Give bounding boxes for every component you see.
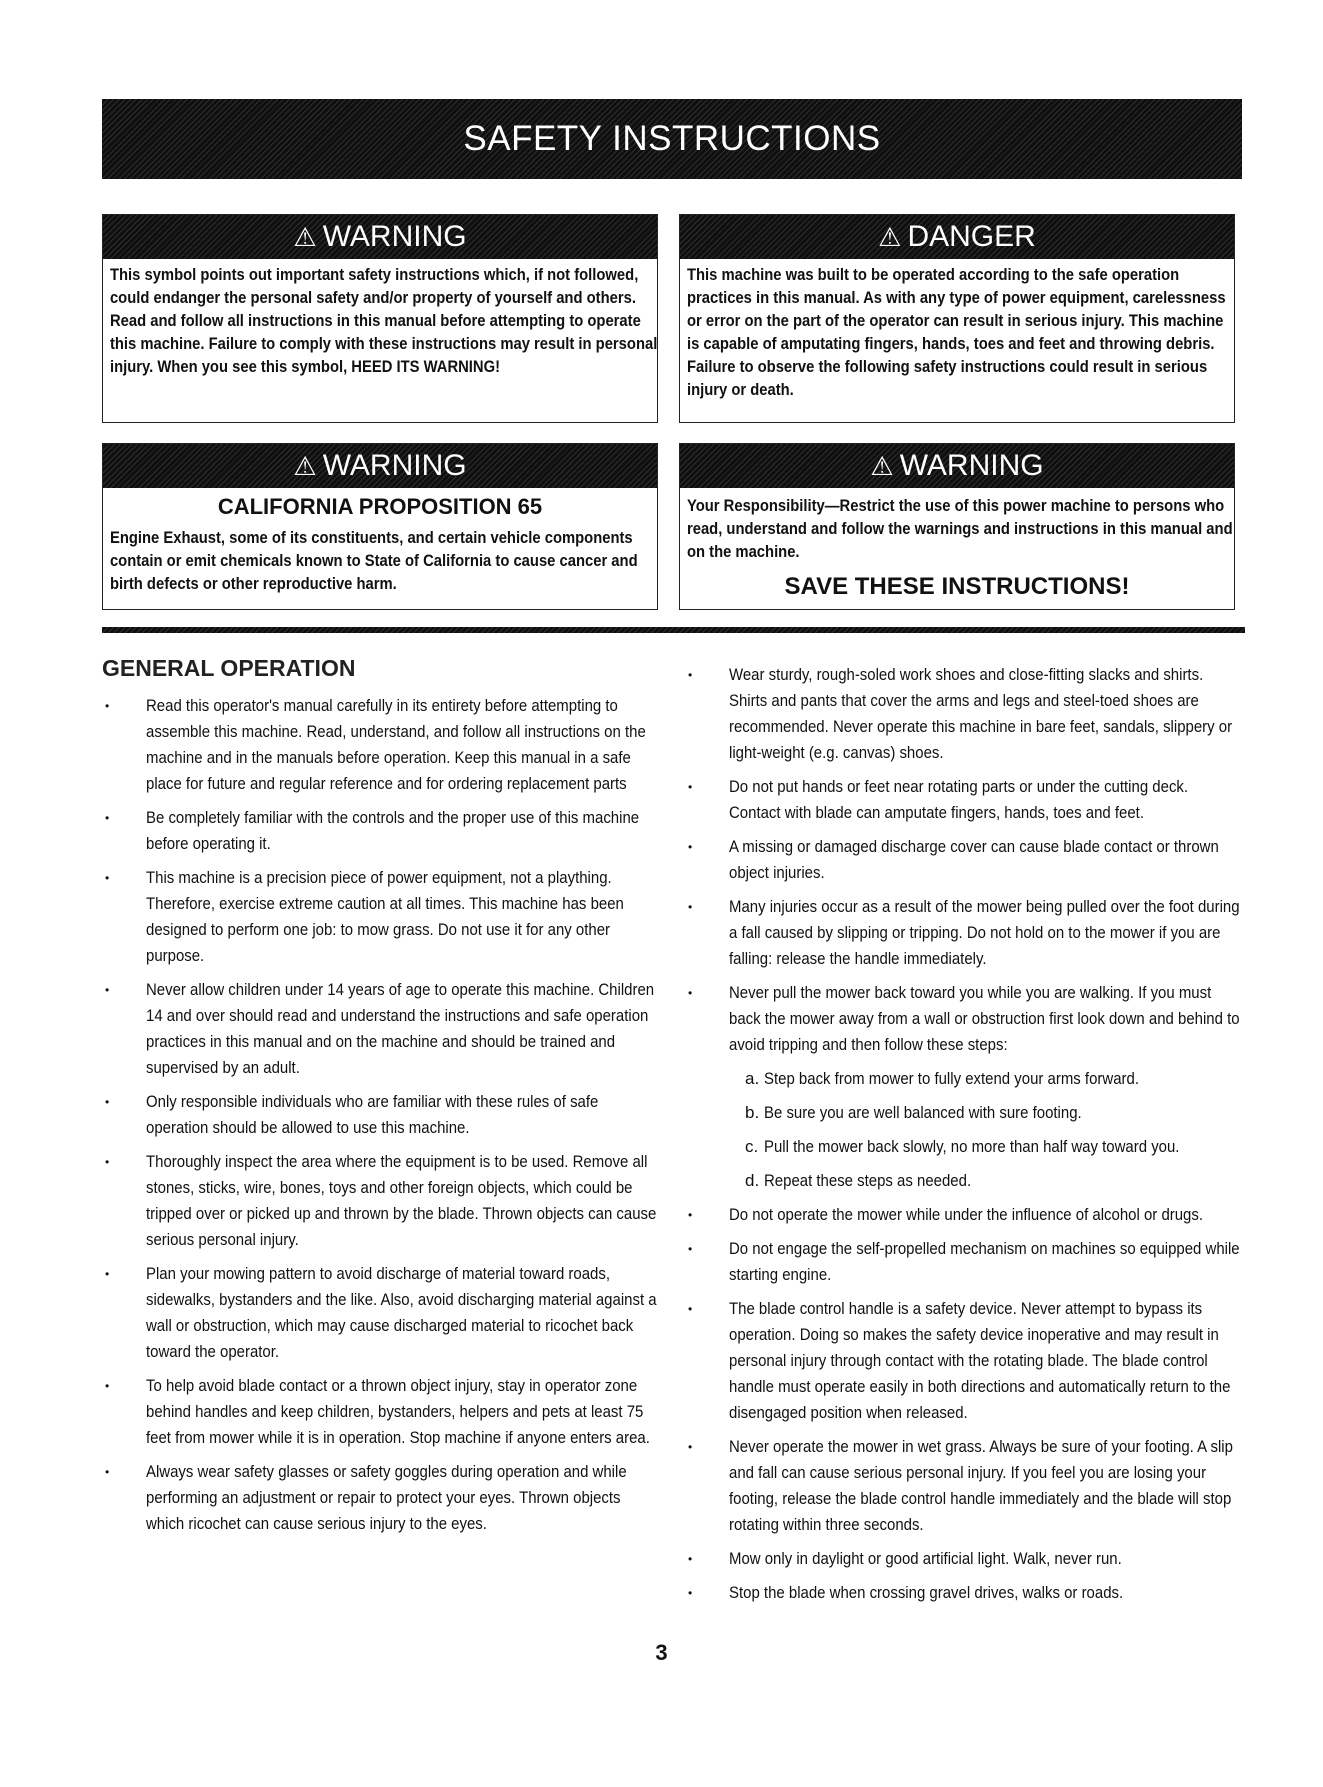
responsibility-text-block: [680, 488, 1243, 563]
list-item-text: Many injuries occur as a result of the mower being pulled over the foot during a fall caused by slipping or tripping. Do not hold on to the mower if you are falling: release the handle immediately.: [729, 897, 1240, 968]
list-item: [688, 662, 1243, 766]
list-item-text: Be completely familiar with the controls and the proper use of this machine before operating it.: [146, 808, 640, 853]
safety-instructions-banner: [102, 99, 1242, 179]
list-item: [105, 1149, 660, 1253]
list-item-text: Never allow children under 14 years of age to operate this machine. Children 14 and over should read and understand the instructions and safe operation practices in this manual and on the machine and should be trained and supervised by an adult.: [146, 980, 655, 1077]
list-item: [688, 1296, 1243, 1426]
list-item-text: Do not operate the mower while under the influence of alcohol or drugs.: [729, 1205, 1204, 1224]
step-item: [745, 1168, 1243, 1194]
list-item: [105, 1459, 660, 1537]
list-item-text: The blade control handle is a safety device. Never attempt to bypass its operation. Doing so makes the safety device inoperative and may result in personal injury through contact with the rotating blade. The blade control handle must operate easily in both directions and automatically return to the disengaged position when released.: [729, 1299, 1231, 1422]
list-item-text: Thoroughly inspect the area where the equipment is to be used. Remove all stones, sticks, wire, bones, toys and other foreign objects, which could be tripped over or picked up and thrown by the blade. Thrown objects can cause serious personal injury.: [146, 1152, 657, 1249]
list-item-text: To help avoid blade contact or a thrown object injury, stay in operator zone behind handles and keep children, bystanders, helpers and pets at least 75 feet from mower while it is in operation. Stop machine if anyone enters area.: [146, 1376, 650, 1447]
list-item-text: Wear sturdy, rough-soled work shoes and close-fitting slacks and shirts. Shirts and pants that cover the arms and legs and steel-toed shoes are recommended. Never operate this machine in bare feet, sandals, slippery or light-weight (e.g. canvas) shoes.: [729, 665, 1233, 762]
bullet-icon: •: [105, 871, 110, 885]
banner-title: SAFETY INSTRUCTIONS: [463, 119, 881, 158]
step-text: Be sure you are well balanced with sure footing.: [764, 1103, 1082, 1122]
list-item: [688, 1434, 1243, 1538]
bullet-icon: •: [105, 1465, 110, 1479]
bullet-icon: •: [105, 1155, 110, 1169]
list-item-text: Stop the blade when crossing gravel drives, walks or roads.: [729, 1583, 1124, 1602]
step-label: c.: [745, 1137, 759, 1156]
list-item: [688, 1580, 1243, 1606]
bullet-icon: •: [688, 780, 693, 794]
prop65-box: [102, 443, 658, 610]
warning-triangle-icon: ⚠: [870, 450, 894, 481]
bullet-icon: •: [688, 668, 693, 682]
list-item: [688, 1546, 1243, 1572]
step-label: b.: [745, 1103, 760, 1122]
list-item-text: Never operate the mower in wet grass. Always be sure of your footing. A slip and fall can cause serious personal injury. If you feel you are losing your footing, release the blade control handle immediately and the blade will stop rotating within three seconds.: [729, 1437, 1233, 1534]
bullet-icon: •: [688, 1208, 693, 1222]
list-item: [105, 977, 660, 1081]
danger-triangle-icon: ⚠: [878, 221, 902, 252]
bullet-icon: •: [688, 1302, 693, 1316]
list-item: [105, 865, 660, 969]
list-item: [688, 1236, 1243, 1288]
bullet-icon: •: [688, 986, 693, 1000]
right-bullet-list-bottom: [688, 1202, 1243, 1606]
bullet-icon: •: [105, 699, 110, 713]
left-column: [105, 693, 660, 1545]
responsibility-title: Your Responsibility: [686, 496, 825, 515]
page-number: 3: [655, 1640, 668, 1665]
step-label: a.: [745, 1069, 760, 1088]
prop65-warning-header: ⚠ WARNING: [103, 444, 657, 488]
step-item: [745, 1066, 1243, 1092]
list-item-text: Always wear safety glasses or safety goggles during operation and while performing an adjustment or repair to protect your eyes. Thrown objects which ricochet can cause serious injury to the eyes.: [146, 1462, 627, 1533]
list-item-text: Only responsible individuals who are familiar with these rules of safe operation should be allowed to use this machine.: [146, 1092, 599, 1137]
responsibility-warning-header: ⚠ WARNING: [680, 444, 1234, 488]
list-item-text: Read this operator's manual carefully in its entirety before attempting to assemble this machine. Read, understand, and follow all instructions on the machine and in the manuals before operation. Keep this manual in a safe place for future and regular reference and for ordering replacement parts: [146, 696, 646, 793]
step-text: Step back from mower to fully extend your arms forward.: [764, 1069, 1139, 1088]
bullet-icon: •: [105, 1267, 110, 1281]
list-item: [105, 1261, 660, 1365]
step-item: [745, 1100, 1243, 1126]
bullet-icon: •: [688, 840, 693, 854]
bullet-icon: •: [688, 1552, 693, 1566]
general-operation-title: GENERAL OPERATION: [102, 655, 356, 681]
danger-header: ⚠ DANGER: [680, 215, 1234, 259]
warning-triangle-icon: ⚠: [293, 450, 317, 481]
list-item: [688, 1202, 1243, 1228]
prop65-text: Engine Exhaust, some of its constituents, and certain vehicle components contain or emit chemicals known to State of California to cause cancer and birth defects or other reproductive harm.: [109, 528, 638, 593]
danger-box: [679, 214, 1235, 423]
list-item-text: Plan your mowing pattern to avoid discharge of material toward roads, sidewalks, bystanders and the like. Also, avoid discharging material against a wall or obstruction, which may cause discharged material to ricochet back toward the operator.: [146, 1264, 657, 1361]
save-instructions-heading: SAVE THESE INSTRUCTIONS!: [784, 573, 1130, 600]
step-text: Pull the mower back slowly, no more than half way toward you.: [764, 1137, 1180, 1156]
warning-header: ⚠ WARNING: [103, 215, 657, 259]
warning-symbol-text: This symbol points out important safety instructions which, if not followed, could endanger the personal safety and/or property of yourself and others. Read and follow all instructions in this manual before attempting to operate this machine. Failure to comply with these instructions may result in personal injury. When you see this symbol, HEED ITS WARNING!: [109, 265, 658, 376]
list-item-text: A missing or damaged discharge cover can cause blade contact or thrown object injuries.: [729, 837, 1219, 882]
list-item-text: Mow only in daylight or good artificial light. Walk, never run.: [729, 1549, 1122, 1568]
step-label: d.: [745, 1171, 760, 1190]
section-divider: [102, 627, 1245, 633]
list-item-text: Never pull the mower back toward you while you are walking. If you must back the mower away from a wall or obstruction first look down and behind to avoid tripping and then follow these steps:: [729, 983, 1240, 1054]
list-item: [688, 894, 1243, 972]
left-bullet-list: [105, 693, 660, 1537]
bullet-icon: •: [105, 983, 110, 997]
prop65-title: CALIFORNIA PROPOSITION 65: [217, 494, 543, 519]
responsibility-box: [679, 443, 1235, 610]
bullet-icon: •: [105, 1379, 110, 1393]
warning-triangle-icon: ⚠: [293, 221, 317, 252]
list-item-text: This machine is a precision piece of power equipment, not a plaything. Therefore, exercise extreme caution at all times. This machine has been designed to perform one job: to mow grass. Do not use it for any other purpose.: [146, 868, 624, 965]
list-item: [688, 774, 1243, 826]
list-item: [688, 980, 1243, 1058]
bullet-icon: •: [688, 1440, 693, 1454]
right-bullet-list-top: [688, 662, 1243, 1058]
step-item: [745, 1134, 1243, 1160]
danger-text: This machine was built to be operated according to the safe operation practices in this manual. As with any type of power equipment, carelessness or error on the part of the operator can result in serious injury. This machine is capable of amputating fingers, hands, toes and feet and throwing debris. Failure to observe the following safety instructions could result in serious injury or death.: [686, 265, 1226, 399]
list-item: [105, 1373, 660, 1451]
bullet-icon: •: [105, 811, 110, 825]
list-item: [105, 805, 660, 857]
responsibility-text: —Restrict the use of this power machine to persons who read, understand and follow the warnings and instructions in this manual and on the machine.: [686, 496, 1233, 561]
list-item: [105, 693, 660, 797]
list-item: [688, 834, 1243, 886]
warning-symbol-box: [102, 214, 658, 423]
bullet-icon: •: [105, 1095, 110, 1109]
step-text: Repeat these steps as needed.: [764, 1171, 972, 1190]
list-item-text: Do not put hands or feet near rotating parts or under the cutting deck. Contact with blade can amputate fingers, hands, toes and feet.: [729, 777, 1189, 822]
list-item: [105, 1089, 660, 1141]
bullet-icon: •: [688, 900, 693, 914]
bullet-icon: •: [688, 1586, 693, 1600]
backing-steps-list: [729, 1066, 1243, 1194]
right-column: [688, 662, 1243, 1614]
bullet-icon: •: [688, 1242, 693, 1256]
list-item-text: Do not engage the self-propelled mechanism on machines so equipped while starting engine.: [729, 1239, 1240, 1284]
